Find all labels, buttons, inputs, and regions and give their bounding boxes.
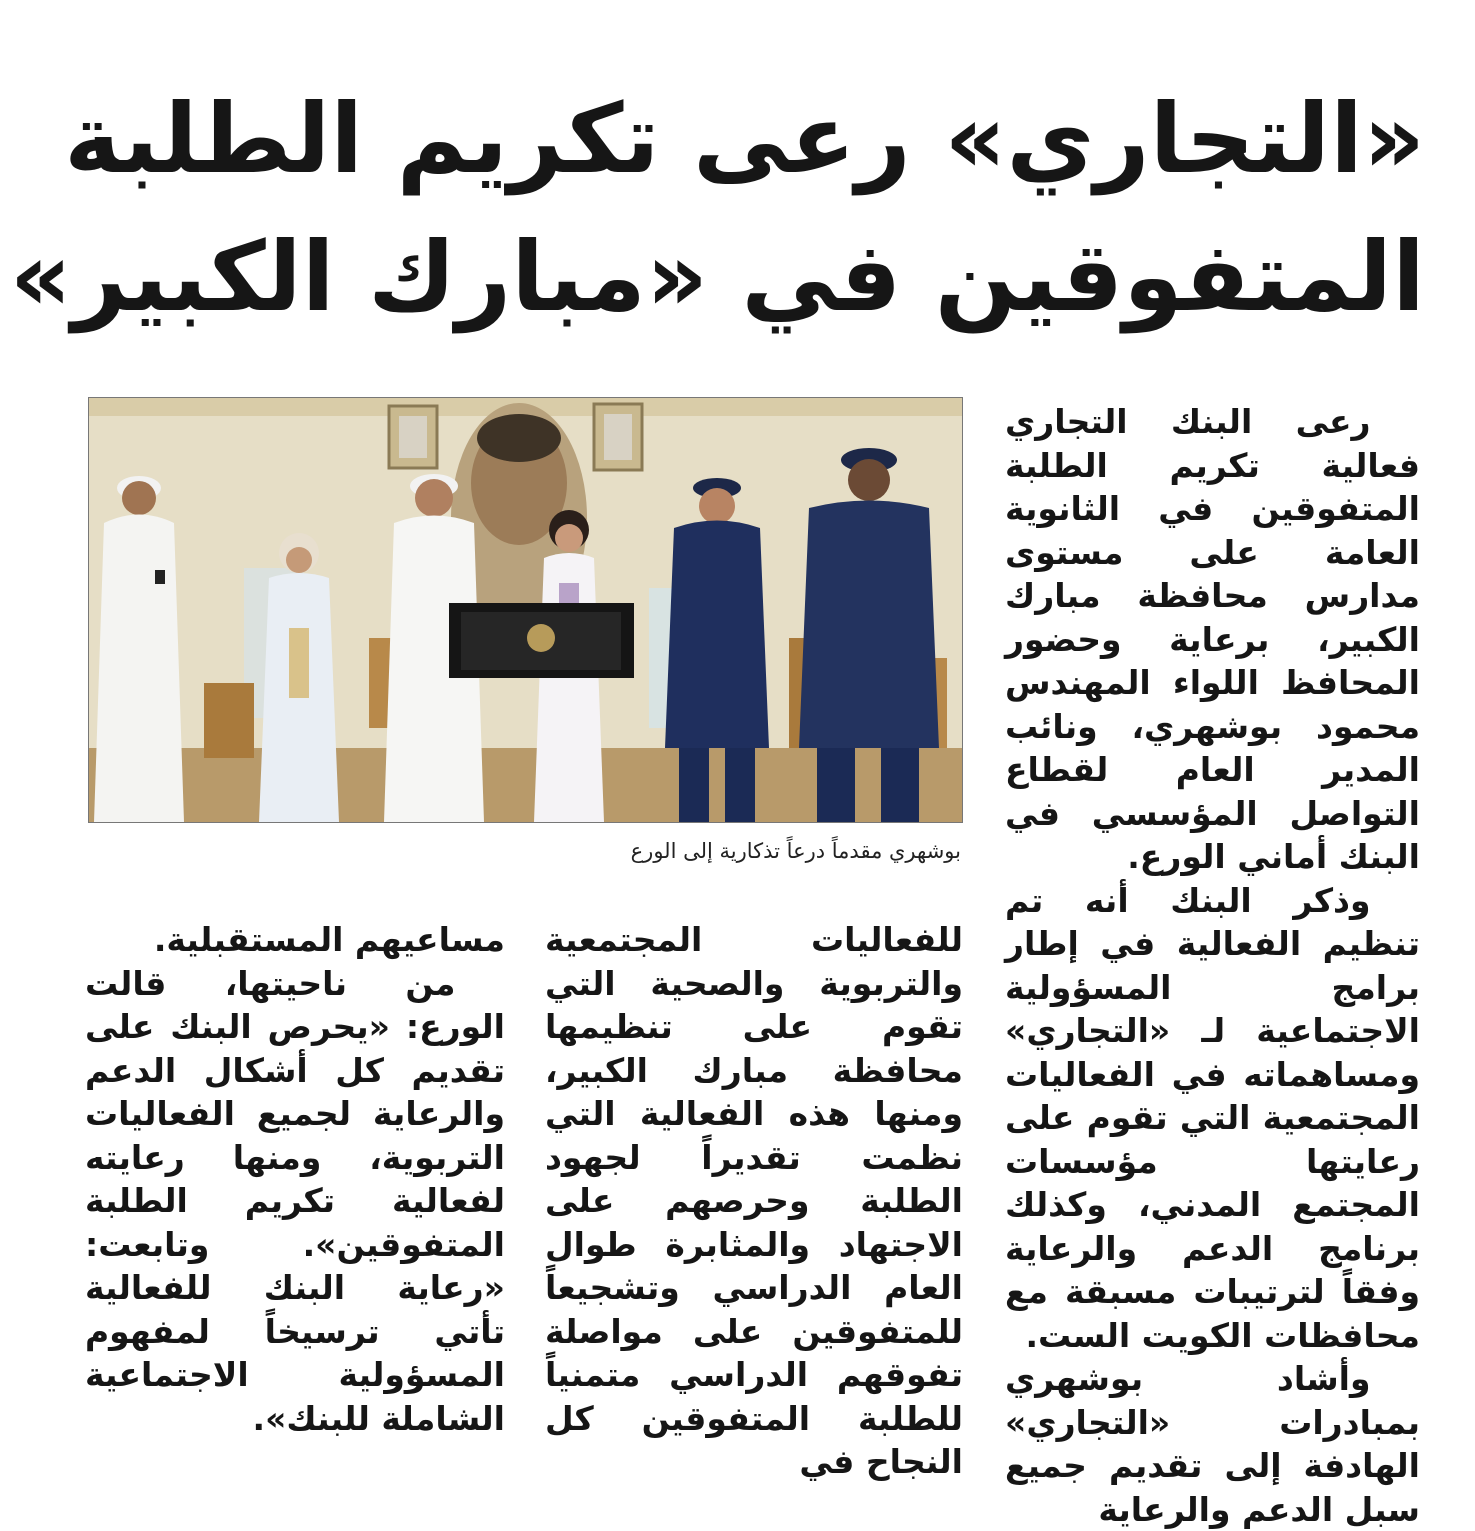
- article-paragraph: وأشاد بوشهري بمبادرات «التجاري» الهادفة إلى تقديم جميع سبل الدعم والرعاية: [1005, 1359, 1420, 1529]
- photo-illustration: [89, 398, 962, 822]
- article-paragraph: للفعاليات المجتمعية والتربوية والصحية التي تقوم على تنظيمها محافظة مبارك الكبير، ومنها هذه الفعالية التي نظمت تقديراً لجهود الطلبة وحرصهم على الاجتهاد والمثابرة طوال العام الدراسي وتشجيعاً للمتفوقين على مواصلة تفوقهم الدراسي متمنياً للطلبة المتفوقين كل النجاح في: [545, 920, 963, 1481]
- headline-line-1: «التجاري» رعى تكريم الطلبة: [64, 83, 1425, 195]
- headline-line-2: المتفوقين في «مبارك الكبير»: [9, 221, 1425, 333]
- article-column-3: [85, 918, 505, 1440]
- article-paragraph: مساعيهم المستقبلية.: [153, 920, 505, 959]
- article-paragraph: رعى البنك التجاري فعالية تكريم الطلبة المتفوقين في الثانوية العامة على مستوى مدارس محافظة مبارك الكبير، برعاية وحضور المحافظ اللواء المهندس محمود بوشهري، ونائب المدير العام لقطاع التواصل المؤسسي في البنك أماني الورع.: [1005, 402, 1420, 876]
- article-column-2: [545, 918, 963, 1484]
- article-paragraph: وذكر البنك أنه تم تنظيم الفعالية في إطار برامج المسؤولية الاجتماعية لـ «التجاري» ومساهماته في الفعاليات المجتمعية التي تقوم على رعايتها مؤسسات المجتمع المدني، وكذلك برنامج الدعم والرعاية وفقاً لترتيبات مسبقة مع محافظات الكويت الست.: [1005, 880, 1420, 1355]
- photo-caption: بوشهري مقدماً درعاً تذكارية إلى الورع: [630, 839, 961, 863]
- headline: [9, 70, 1425, 346]
- article-column-1: [1005, 400, 1420, 1531]
- event-photo: [88, 397, 963, 823]
- article-paragraph: من ناحيتها، قالت الورع: «يحرص البنك على تقديم كل أشكال الدعم والرعاية لجميع الفعاليات التربوية، ومنها رعايته لفعالية تكريم الطلبة المتفوقين». وتابعت: «رعاية البنك للفعالية تأتي ترسيخاً لمفهوم المسؤولية الاجتماعية الشاملة للبنك».: [85, 963, 505, 1438]
